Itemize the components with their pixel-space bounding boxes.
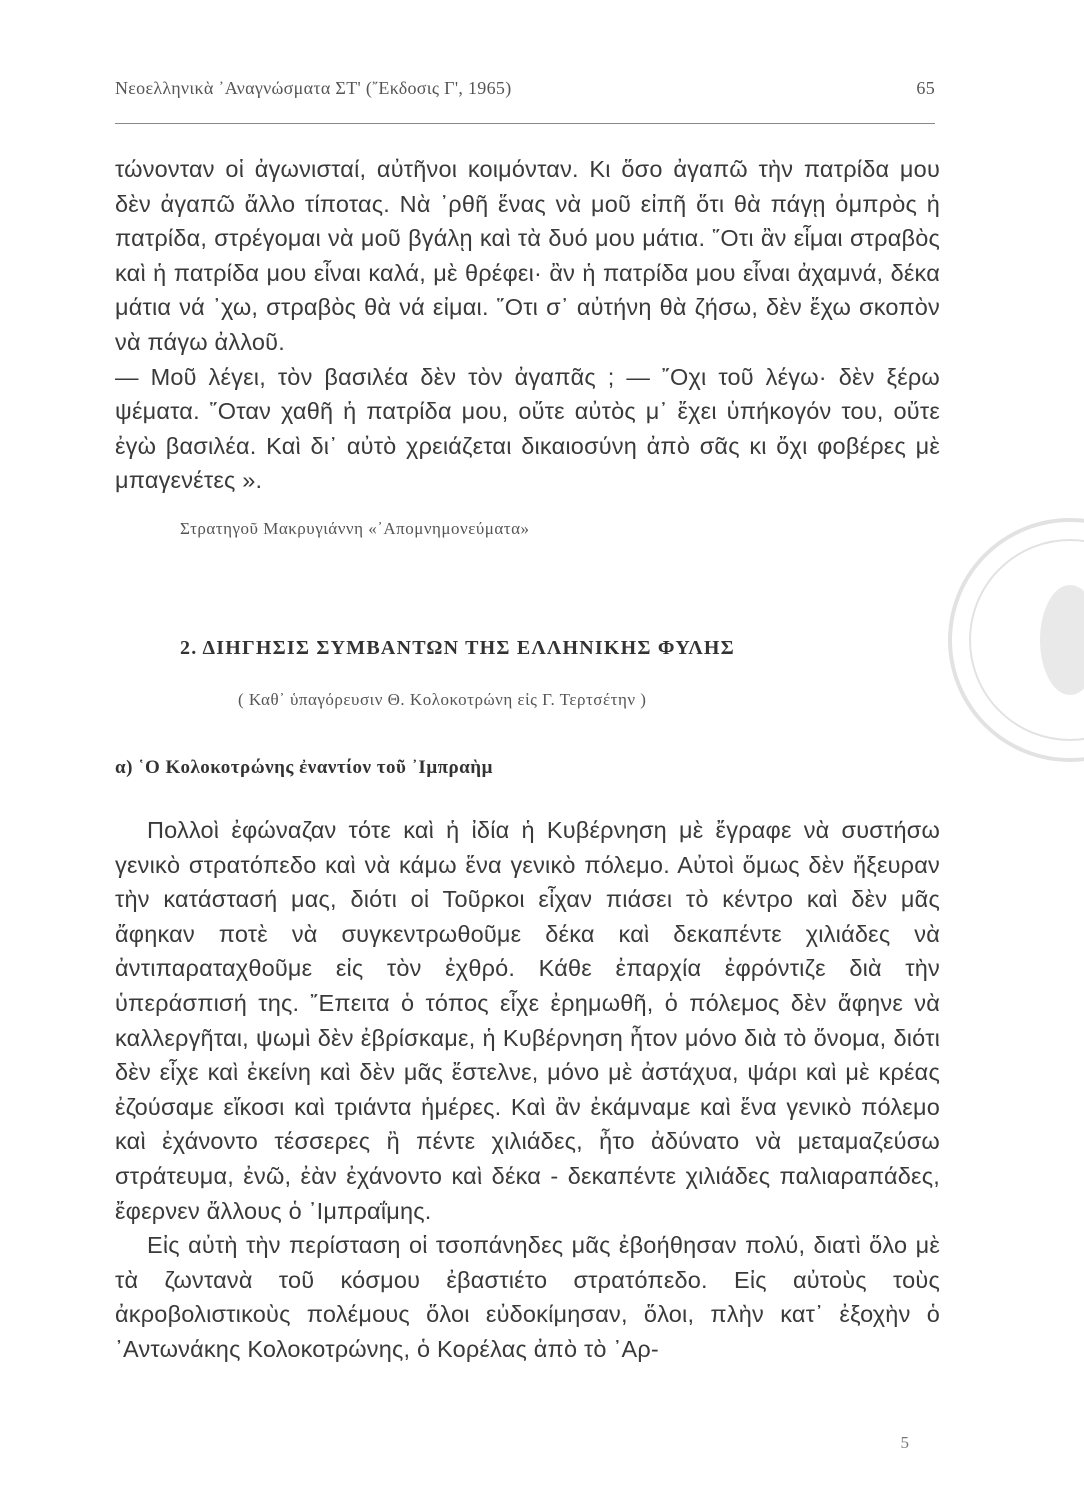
memoir-excerpt [115,152,940,498]
page-number: 65 [916,78,935,98]
paragraph: Εἰς αὐτὴ τὴν περίσταση οἱ τσοπάνηδες μᾶς ἐβοήθησαν πολύ, διατὶ ὅλο μὲ τὰ ζωντανὰ τοῦ κόσμου ἐβαστιέτο στρατόπεδο. Εἰς αὐτοὺς τοὺς ἀκροβολιστικοὺς πολέμους ὅλοι εὐδοκίμησαν, ὅλοι, πλὴν κατ᾿ ἐξοχὴν ὁ ᾿Αντωνάκης Κολοκοτρώνης, ὁ Κορέλας ἀπὸ τὸ ᾿Αρ- [115,1232,940,1362]
paragraph: Πολλοὶ ἐφώναζαν τότε καὶ ἡ ἰδία ἡ Κυβέρνηση μὲ ἔγραφε νὰ συστήσω γενικὸ στρατόπεδο καὶ νὰ κάμω ἕνα γενικὸ πόλεμο. Αὐτοὶ ὅμως δὲν ἤξευραν τὴν κατάστασή μας, διότι οἱ Τοῦρκοι εἶχαν πιάσει τὸ κέντρο καὶ δὲν μᾶς ἄφηκαν ποτὲ νὰ συγκεντρωθοῦμε δέκα καὶ δεκαπέντε χιλιάδες νὰ ἀντιπαραταχθοῦμε εἰς τὸν ἐχθρό. Κάθε ἐπαρχία ἐφρόντιζε διὰ τὴν ὑπεράσπισή της. ῎Επειτα ὁ τόπος εἶχε ἐρημωθῆ, ὁ πόλεμος δὲν ἄφηνε νὰ καλλεργῆται, ψωμὶ δὲν ἐβρίσκαμε, ἡ Κυβέρνηση ἦτον μόνο διὰ τὸ ὄνομα, διότι δὲν εἶχε καὶ ἐκείνη καὶ δὲν μᾶς ἔστελνε, μόνο μὲ ἀστάχυα, ψάρι καὶ μὲ κρέας ἐζούσαμε εἴκοσι καὶ τριάντα ἡμέρες. Καὶ ἂν ἐκάμναμε καὶ ἕνα γενικὸ πόλεμο καὶ ἐχάνοντο τέσσερες ἢ πέντε χιλιάδες, ἦτο ἀδύνατο νὰ μεταμαζεύσω στράτευμα, ἐνῶ, ἐὰν ἐχάνοντο καὶ δέκα - δεκαπέντε χιλιάδες παλιαραπάδες, ἔφερνεν ἄλλους ὁ ᾿Ιμπραΐμης. [115,817,940,1224]
signature-mark: 5 [900,1433,909,1452]
paragraph: τώνονταν οἱ ἀγωνισταί, αὐτῆνοι κοιμόνταν. Κι ὅσο ἀγαπῶ τὴν πατρίδα μου δὲν ἀγαπῶ ἄλλο τίποτας. Νὰ ᾿ρθῆ ἕνας νὰ μοῦ εἰπῆ ὅτι θὰ πάγῃ ὀμπρὸς ἡ πατρίδα, στρέγομαι νὰ μοῦ βγάλῃ καὶ τὰ δυό μου μάτια. ῞Οτι ἂν εἶμαι στραβὸς καὶ ἡ πατρίδα μου εἶναι καλά, μὲ θρέφει· ἂν ἡ πατρίδα μου εἶναι ἀχαμνά, δέκα μάτια νά ᾿χω, στραβὸς θὰ νά εἰμαι. ῞Οτι σ᾿ αὐτήνη θὰ ζήσω, δὲν ἔχω σκοπὸν νὰ πάγω ἀλλοῦ. [115,156,940,355]
section-heading: 2. ΔΙΗΓΗΣΙΣ ΣΥΜΒΑΝΤΩΝ ΤΗΣ ΕΛΛΗΝΙΚΗΣ ΦΥΛΗΣ [180,637,735,659]
header-rule [115,123,935,124]
library-stamp-icon [940,490,1084,790]
section-subheading: ( Καθ᾿ ὑπαγόρευσιν Θ. Κολοκοτρώνη εἰς Γ. Τερτσέτην ) [238,690,647,709]
subsection-heading: α) ῾Ο Κολοκοτρώνης ἐναντίον τοῦ ᾿Ιμπραὴμ [115,757,493,778]
paragraph: — Μοῦ λέγει, τὸν βασιλέα δὲν τὸν ἀγαπᾶς ; — ῎Οχι τοῦ λέγω· δὲν ξέρω ψέματα. ῞Οταν χαθῆ ἡ πατρίδα μου, οὔτε αὐτὸς μ᾿ ἔχει ὑπήκογόν του, οὔτε ἐγὼ βασιλέα. Καὶ δι᾿ αὐτὸ χρειάζεται δικαιοσύνη ἀπὸ σᾶς κι ὄχι φοβέρες μὲ μπαγενέτες ». [115,363,940,494]
narrative-text [115,813,940,1367]
header-title: Νεοελληνικὰ ᾿Αναγνώσματα ΣΤ' (῎Εκδοσις Γ', 1965) [115,78,512,98]
excerpt-attribution: Στρατηγοῦ Μακρυγιάννη «᾿Απομνημονεύματα» [180,519,530,538]
running-header [115,78,935,118]
